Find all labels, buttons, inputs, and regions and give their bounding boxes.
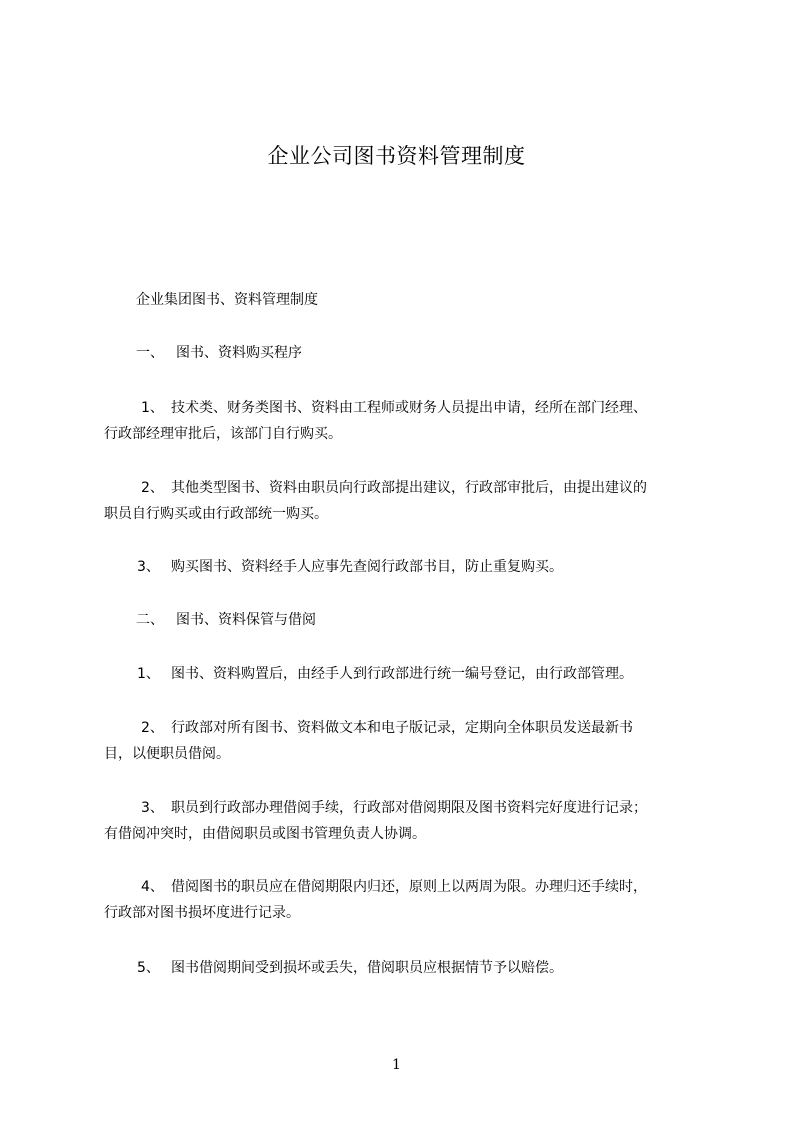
intro-line — [136, 287, 736, 313]
paragraph-2-3 — [104, 795, 704, 847]
paragraph-line: 借阅图书的职员应在借阅期限内归还，原则上以两周为限。办理归还手续时， — [171, 879, 647, 895]
paragraph-2-2 — [104, 715, 704, 767]
item-number: 2、 — [141, 720, 164, 736]
page-number: 1 — [392, 1057, 401, 1073]
paragraph-line: 有借阅冲突时，由借阅职员或图书管理负责人协调。 — [104, 826, 426, 842]
item-number: 4、 — [141, 879, 164, 895]
paragraph-line: 其他类型图书、资料由职员向行政部提出建议，行政部审批后，由提出建议的 — [171, 480, 647, 496]
paragraph-2-4 — [104, 874, 704, 926]
intro-text: 企业集团图书、资料管理制度 — [136, 292, 318, 308]
paragraph-line: 行政部对所有图书、资料做文本和电子版记录，定期向全体职员发送最新书 — [171, 720, 633, 736]
section-title: 图书、资料购买程序 — [176, 345, 302, 361]
paragraph-line: 图书借阅期间受到损坏或丢失，借阅职员应根据情节予以赔偿。 — [171, 960, 563, 976]
item-number: 1、 — [137, 666, 160, 682]
paragraph-line: 技术类、财务类图书、资料由工程师或财务人员提出申请，经所在部门经理、 — [171, 400, 647, 416]
paragraph-1-1 — [104, 395, 704, 447]
item-number: 3、 — [141, 800, 164, 816]
section-heading-2 — [136, 607, 736, 633]
item-number: 1、 — [141, 400, 164, 416]
paragraph-line: 图书、资料购置后，由经手人到行政部进行统一编号登记，由行政部管理。 — [171, 666, 633, 682]
paragraph-2-1 — [104, 661, 704, 687]
paragraph-line: 行政部对图书损坏度进行记录。 — [104, 905, 300, 921]
section-title: 图书、资料保管与借阅 — [176, 612, 316, 628]
paragraph-line: 目，以便职员借阅。 — [104, 746, 230, 762]
document-title: 企业公司图书资料管理制度 — [267, 144, 526, 168]
paragraph-line: 职员自行购买或由行政部统一购买。 — [104, 506, 328, 522]
item-number: 2、 — [141, 480, 164, 496]
paragraph-1-2 — [104, 475, 704, 527]
section-heading-1 — [136, 340, 736, 366]
section-number: 二、 — [136, 612, 164, 628]
paragraph-2-5 — [104, 955, 704, 981]
paragraph-1-3 — [104, 554, 704, 580]
section-number: 一、 — [136, 345, 164, 361]
paragraph-line: 购买图书、资料经手人应事先查阅行政部书目，防止重复购买。 — [171, 559, 563, 575]
paragraph-line: 职员到行政部办理借阅手续，行政部对借阅期限及图书资料完好度进行记录； — [171, 800, 647, 816]
item-number: 5、 — [137, 960, 160, 976]
item-number: 3、 — [137, 559, 160, 575]
paragraph-line: 行政部经理审批后，该部门自行购买。 — [104, 426, 342, 442]
